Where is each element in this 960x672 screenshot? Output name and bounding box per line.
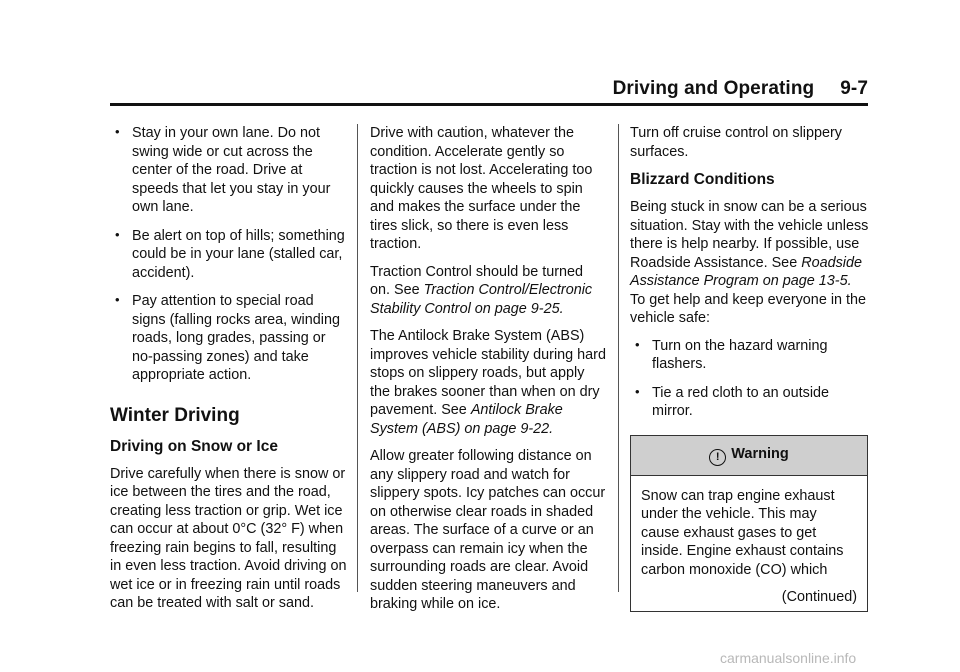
- bullet-icon: •: [635, 336, 640, 352]
- list-item: • Stay in your own lane. Do not swing wide or cut across the center of the road. Drive at speeds that let you stay in your own lane.: [115, 124, 331, 215]
- continued-label: (Continued): [781, 589, 857, 605]
- paragraph: Drive carefully when there is snow or ice between the tires and the road, creating less traction or grip. Wet ice can occur at about 0°C (32° F) when freezing rain begins to fall, resulting in even less traction. Avoid driving on wet ice or in freezing rain until roads can be treated with salt or sand.: [110, 465, 347, 611]
- list-item: • Be alert on top of hills; something could be in your lane (stalled car, accident).: [115, 226, 345, 281]
- warning-icon: !: [709, 449, 726, 466]
- header-rule: [110, 103, 868, 106]
- section-title: Driving and Operating: [612, 78, 815, 99]
- section-heading: Winter Driving: [110, 404, 240, 426]
- column-3: [630, 124, 870, 612]
- bullet-list: [630, 337, 870, 421]
- bullet-icon: •: [115, 226, 120, 242]
- paragraph: Turn off cruise control on slippery surfaces.: [630, 125, 842, 160]
- paragraph: Drive with caution, whatever the condition. Accelerate gently so traction is not lost. Accelerating too quickly causes the wheels to spin and makes the surface under the tires slick, so there is even less traction.: [370, 125, 593, 252]
- paragraph: Allow greater following distance on any slippery road and watch for slippery spots. Icy patches can occur on otherwise clear roads in shaded areas. The surface of a curve or an overpass can remain icy when the surrounding roads are clear. Avoid sudden steering maneuvers and braking while on ice.: [370, 448, 606, 612]
- paragraph: Traction Control should be turned on. See Traction Control/Electronic Stability Control on page 9-25.: [370, 263, 593, 317]
- warning-text: Snow can trap engine exhaust under the vehicle. This may cause exhaust gases to get inside. Engine exhaust contains carbon monoxide (CO) which: [641, 487, 844, 578]
- bullet-icon: •: [115, 124, 120, 139]
- warning-body: [631, 476, 867, 611]
- list-item: • Pay attention to special road signs (falling rocks area, winding roads, long grades, passing or no-passing zones) and take appropriate action.: [115, 292, 340, 383]
- cross-reference: Roadside Assistance Program on page 13-5.: [630, 254, 863, 289]
- cross-reference: Antilock Brake System (ABS) on page 9-22.: [370, 402, 563, 437]
- warning-box: [630, 435, 868, 612]
- bullet-icon: •: [635, 383, 640, 399]
- warning-header: [631, 436, 867, 476]
- list-item: • Turn on the hazard warning flashers.: [635, 336, 828, 372]
- column-divider: [618, 124, 619, 592]
- cross-reference: Traction Control/Electronic Stability Control on page 9-25.: [370, 282, 593, 317]
- watermark: carmanualsonline.info: [720, 650, 857, 666]
- column-divider: [357, 124, 358, 592]
- paragraph: Being stuck in snow can be a serious situation. Stay with the vehicle unless there is help nearby. If possible, use Roadside Assistance. See Roadside Assistance Program on page 13-5. To get help and keep everyone in the vehicle safe:: [630, 199, 869, 326]
- column-2: [370, 124, 606, 623]
- subsection-heading: Driving on Snow or Ice: [110, 437, 278, 455]
- paragraph: The Antilock Brake System (ABS) improves vehicle stability during hard stops on slippery roads, but apply the brakes sooner than when on dry pavement. See Antilock Brake System (ABS) on page 9-22.: [370, 328, 606, 437]
- warning-title: Warning: [731, 445, 789, 462]
- page-number: 9-7: [840, 78, 868, 99]
- list-item: • Tie a red cloth to an outside mirror.: [635, 383, 830, 419]
- column-1: [110, 124, 348, 622]
- bullet-list: [110, 124, 348, 385]
- bullet-icon: •: [115, 292, 120, 307]
- page-header: [110, 78, 868, 100]
- subsection-heading: Blizzard Conditions: [630, 171, 775, 188]
